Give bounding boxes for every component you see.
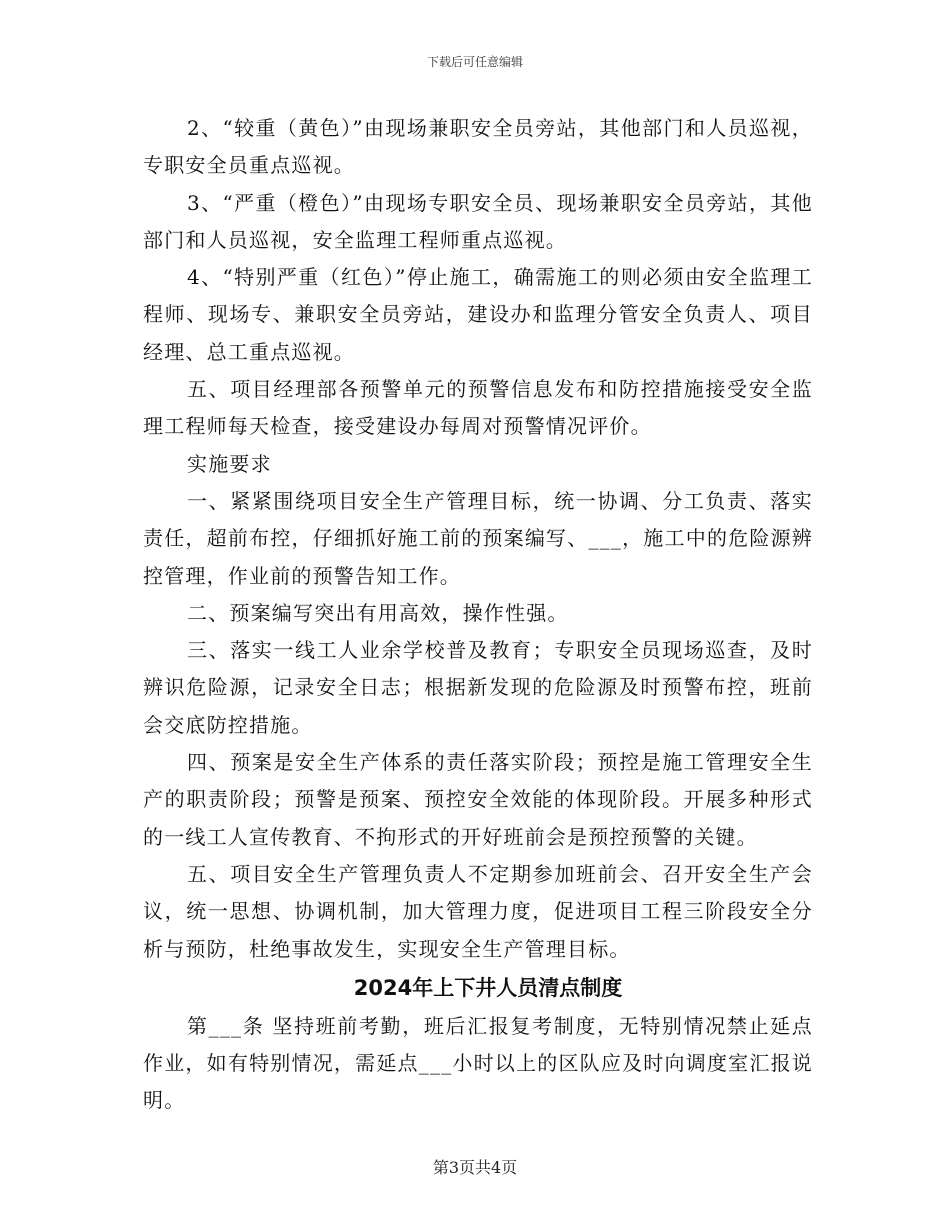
paragraph: 二、预案编写突出有用高效，操作性强。 [187,600,569,625]
subheading: 实施要求 [187,451,272,476]
paragraph: 3、“严重（橙色）”由现场专职安全员、现场兼职安全员旁站，其他部门和人员巡视，安全监理工程师重点巡视。 [143,190,813,252]
paragraph: 第___条 坚持班前考勤，班后汇报复考制度，无特别情况禁止延点作业，如有特别情况，需延点___小时以上的区队应及时向调度室汇报说明。 [143,1013,813,1113]
paragraph: 三、落实一线工人业余学校普及教育；专职安全员现场巡查，及时辨识危险源，记录安全日志；根据新发现的危险源及时预警布控，班前会交底防控措施。 [143,638,813,737]
section-title: 2024年上下井人员清点制度 [353,975,623,1000]
paragraph: 五、项目安全生产管理负责人不定期参加班前会、召开安全生产会议，统一思想、协调机制，加大管理力度，促进项目工程三阶段安全分析与预防，杜绝事故发生，实现安全生产管理目标。 [143,861,813,961]
page-footer: 第3页共4页 [432,1158,518,1177]
paragraph: 2、“较重（黄色）”由现场兼职安全员旁站，其他部门和人员巡视，专职安全员重点巡视。 [143,116,813,178]
page-header: 下载后可任意编辑 [426,55,523,69]
paragraph: 4、“特别严重（红色）”停止施工，确需施工的则必须由安全监理工程师、现场专、兼职安全员旁站，建设办和监理分管安全负责人、项目经理、总工重点巡视。 [143,265,813,364]
paragraph: 五、项目经理部各预警单元的预警信息发布和防控措施接受安全监理工程师每天检查，接受建设办每周对预警情况评价。 [143,377,813,439]
paragraph: 四、预案是安全生产体系的责任落实阶段；预控是施工管理安全生产的职责阶段；预警是预案、预控安全效能的体现阶段。开展多种形式的一线工人宣传教育、不拘形式的开好班前会是预控预警的关键。 [143,750,813,849]
document-body [143,110,813,1120]
paragraph: 一、紧紧围绕项目安全生产管理目标，统一协调、分工负责、落实责任，超前布控，仔细抓好施工前的预案编写、___，施工中的危险源辨控管理，作业前的预警告知工作。 [143,488,813,588]
